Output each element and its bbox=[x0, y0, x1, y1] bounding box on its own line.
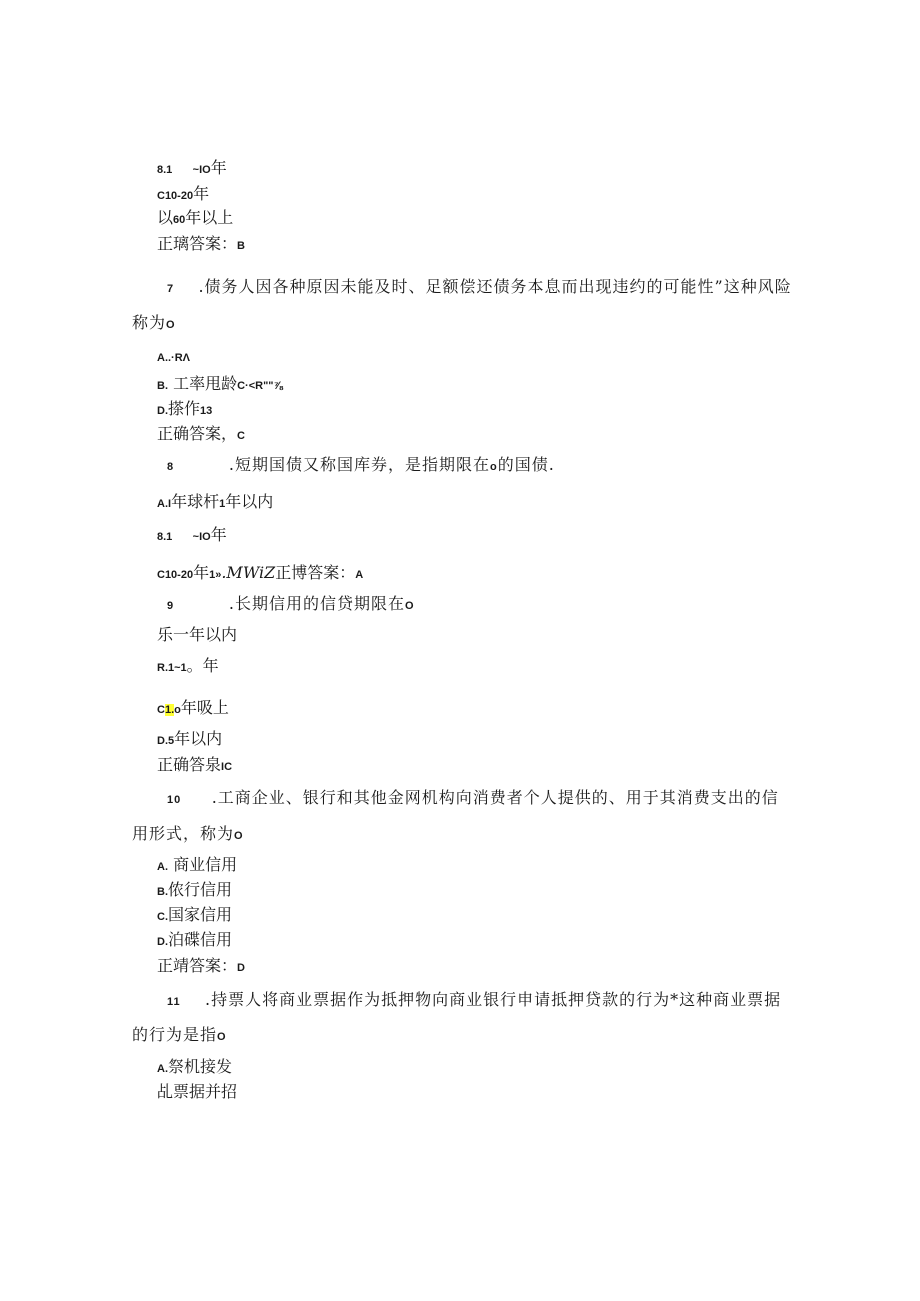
prev-answer: 正璃答案：B bbox=[157, 234, 245, 253]
q7-answer: 正确答案，C bbox=[157, 424, 245, 443]
question-7-text: 7 .债务人因各种原因未能及时、足额偿还债务本息而出现违约的可能性”这种风险 bbox=[167, 277, 792, 296]
q8-option-b: 8.1 ~IO年 bbox=[157, 525, 227, 544]
q8-option-a: A.I年球杆1年以内 bbox=[157, 492, 274, 511]
question-7-text-cont: 称为O bbox=[132, 313, 176, 332]
prev-option-b: 8.1 ~IO年 bbox=[157, 158, 227, 177]
q10-option-c: C.国家信用 bbox=[157, 905, 233, 924]
question-10-text: 10 .工商企业、银行和其他金网机构向消费者个人提供的、用于其消费支出的信 bbox=[167, 788, 779, 807]
question-11-text-cont: 的行为是指O bbox=[132, 1025, 227, 1044]
q7-option-d: D.搽作13 bbox=[157, 399, 213, 418]
question-8-text: 8 .短期国债又称国库券，是指期限在o的国债. bbox=[167, 455, 555, 474]
q10-option-a: A. 商业信用 bbox=[157, 855, 238, 874]
q10-option-d: D.泊碟信用 bbox=[157, 930, 233, 949]
q9-option-c: C1.o年吸上 bbox=[157, 698, 229, 717]
q10-answer: 正靖答案：D bbox=[157, 956, 245, 975]
q10-option-b: B.侬行信用 bbox=[157, 880, 233, 899]
question-9-text: 9 .长期信用的信贷期限在O bbox=[167, 594, 415, 613]
q9-option-b: R.1~1。年 bbox=[157, 656, 219, 675]
q11-option-a: A.祭机接发 bbox=[157, 1057, 233, 1076]
q8-option-c-answer: C10-20年1».MWiZ正博答案：A bbox=[157, 563, 364, 582]
question-10-text-cont: 用形式，称为O bbox=[132, 824, 244, 843]
q11-option-b: 乩票据并招 bbox=[157, 1082, 238, 1101]
q9-option-a: 乐一年以内 bbox=[157, 625, 238, 644]
prev-option-c: C10-20年 bbox=[157, 184, 210, 203]
prev-option-d: 以60年以上 bbox=[157, 208, 234, 227]
highlight-mark: 1. bbox=[164, 704, 175, 716]
q9-answer: 正确答泉IC bbox=[157, 755, 233, 774]
q7-option-b: B. 工率甩龄C·<R""⅞ bbox=[157, 374, 283, 393]
q9-option-d: D.5年以内 bbox=[157, 729, 223, 748]
question-11-text: 11 .持票人将商业票据作为抵押物向商业银行申请抵押贷款的行为*这种商业票据 bbox=[167, 990, 782, 1009]
q7-option-a: A..·RΛ bbox=[157, 352, 190, 364]
